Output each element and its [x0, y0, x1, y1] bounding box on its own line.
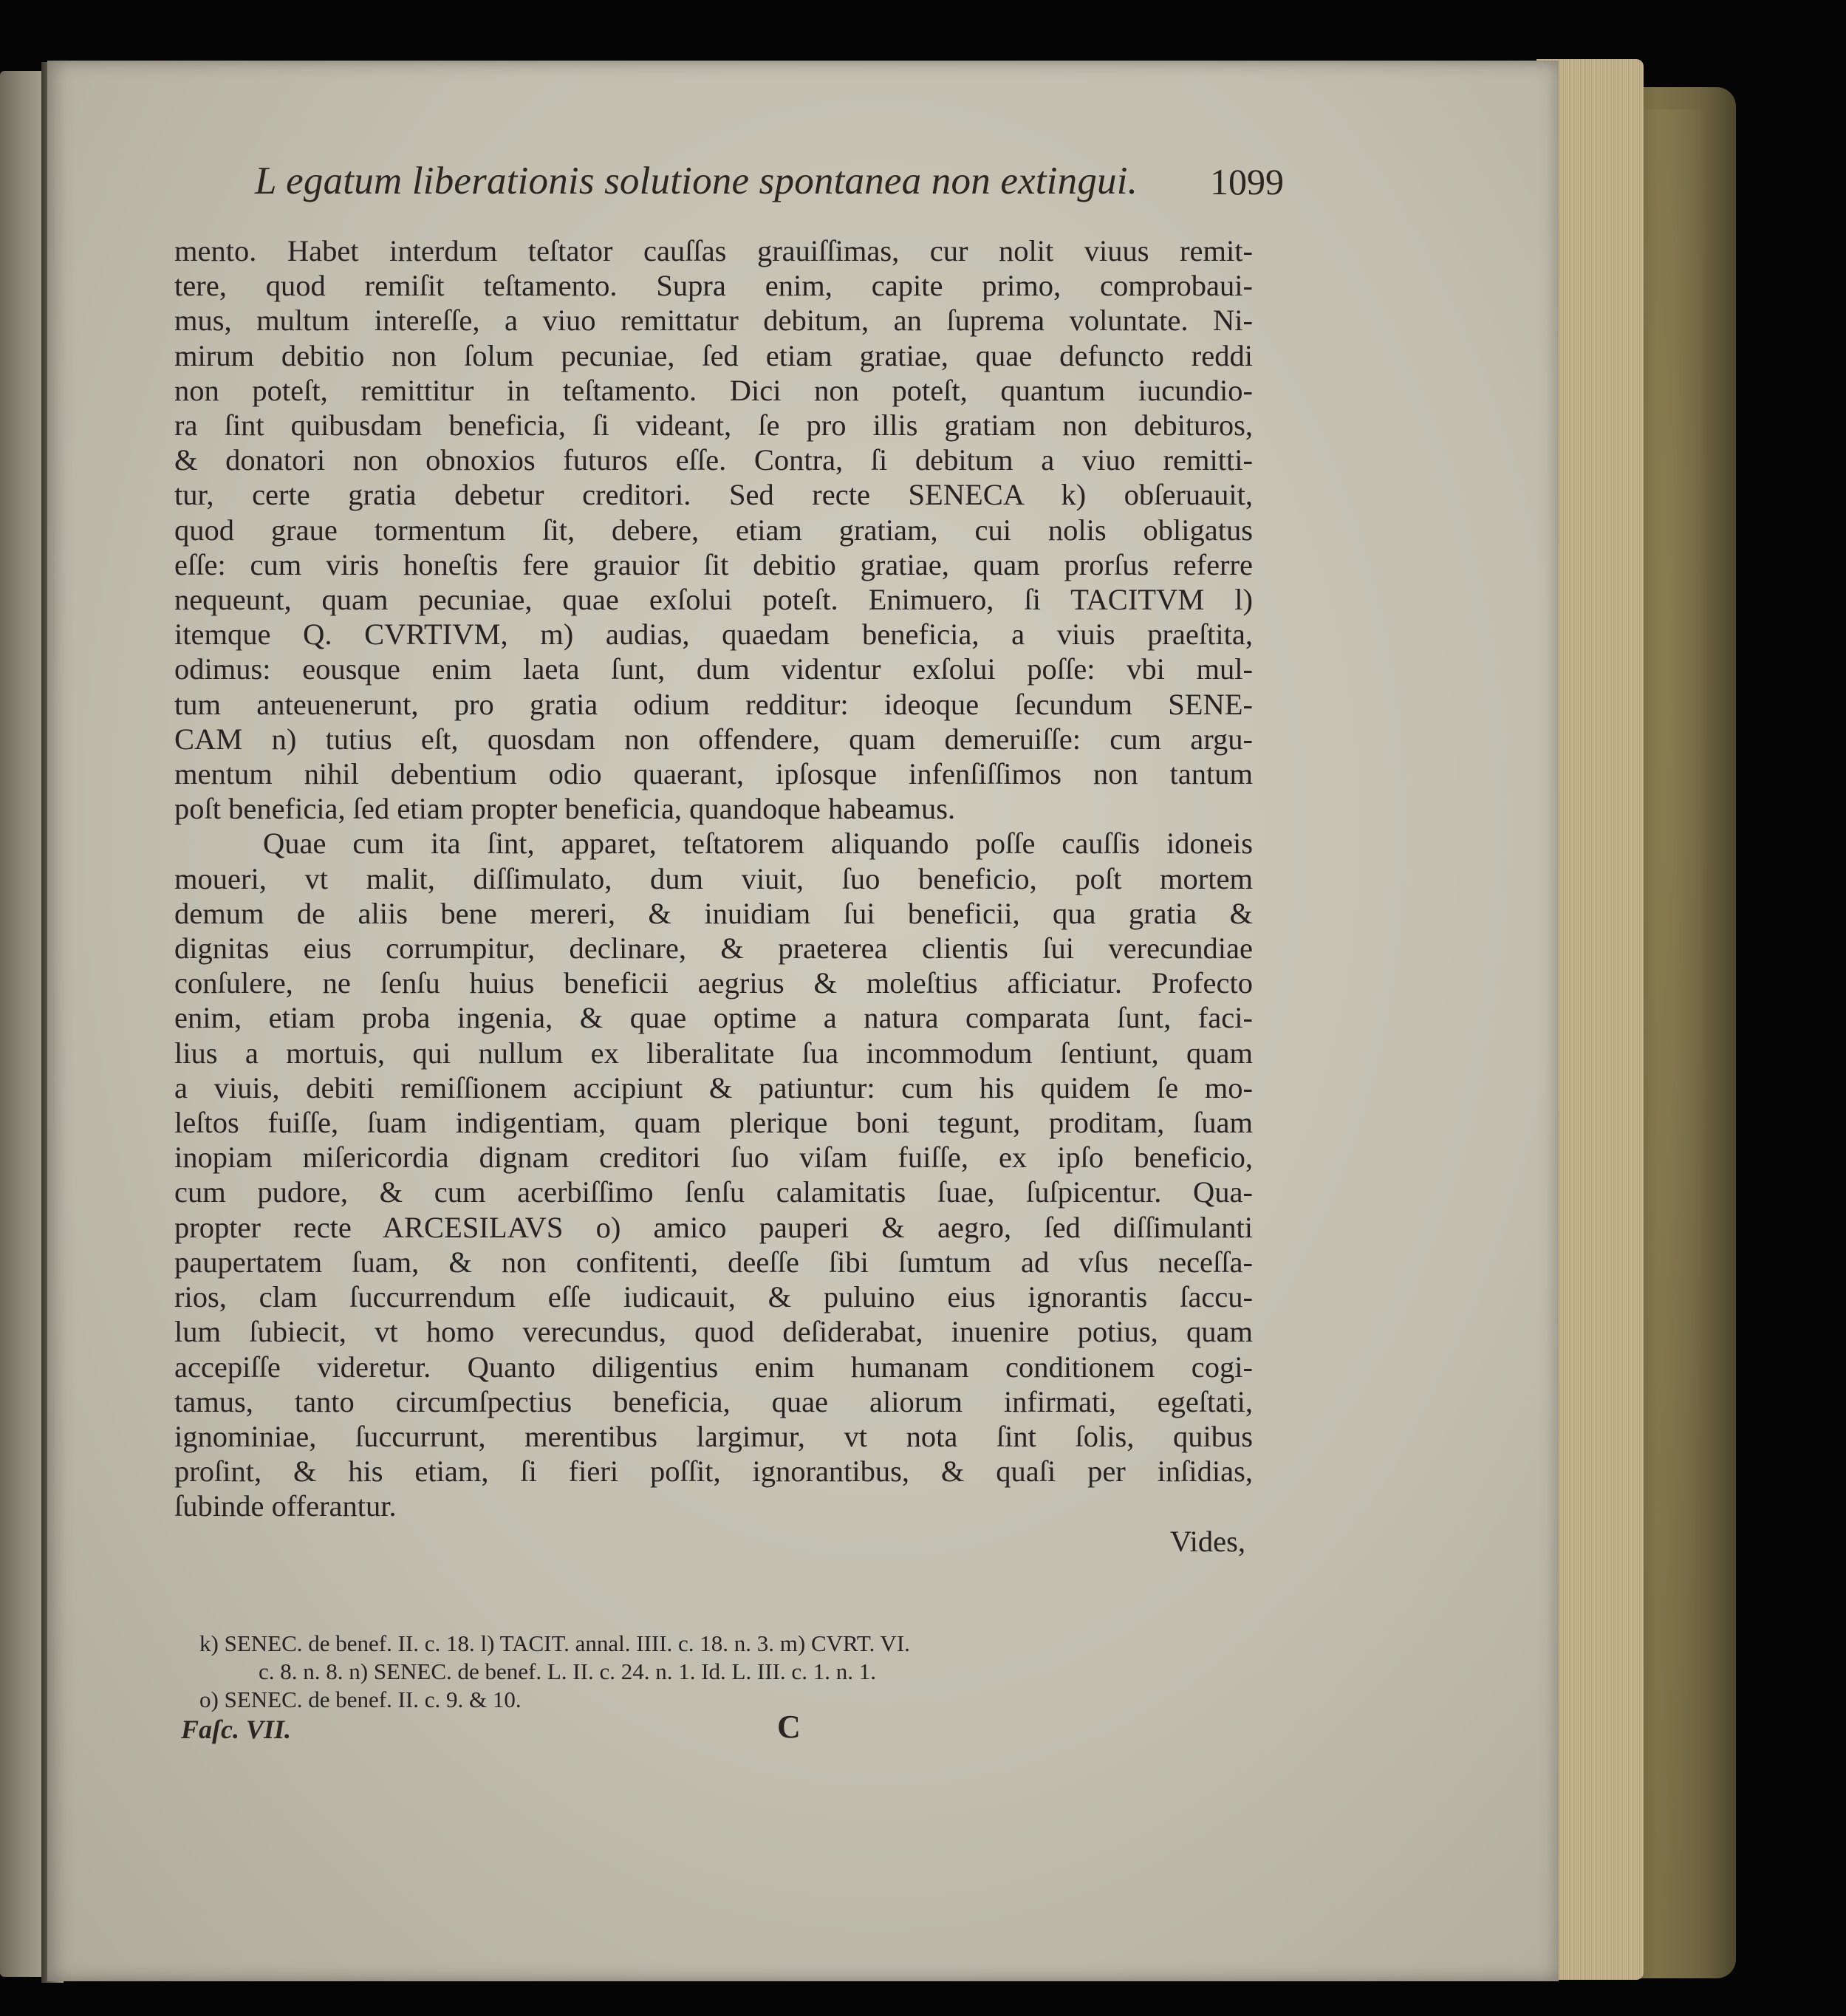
text-line: moueri, vt malit, diſſimulato, dum viuit, ſuo beneficio, poſt mortem — [174, 861, 1253, 895]
footnote-line: c. 8. n. 8. n) SENEC. de benef. L. II. c. 24. n. 1. Id. L. III. c. 1. n. 1. — [259, 1658, 876, 1684]
text-line: eſſe: cum viris honeſtis fere grauior ſit debitio gratiae, quam prorſus referre — [174, 547, 1253, 581]
text-line: paupertatem ſuam, & non confitenti, deeſſe ſibi ſumtum ad vſus neceſſa- — [174, 1245, 1253, 1279]
text-line: dignitas eius corrumpitur, declinare, & praeterea clientis ſui verecundiae — [174, 932, 1253, 966]
text-line: ra ſint quibusdam beneficia, ſi videant, ſe pro illis gratiam non debituros, — [174, 409, 1253, 443]
running-title: L egatum liberationis solutione spontanea non extingui. — [255, 160, 1138, 202]
text-line: CAM n) tutius eſt, quosdam non offendere, quam demeruiſſe: cum argu- — [174, 722, 1253, 756]
page-header — [255, 159, 1284, 225]
text-line: rios, clam ſuccurrendum eſſe iudicauit, & puluino eius ignorantis ſaccu- — [174, 1280, 1253, 1314]
text-line: lius a mortuis, qui nullum ex liberalitate ſua incommodum ſentiunt, quam — [174, 1036, 1253, 1070]
text-line: ſubinde offerantur. — [174, 1489, 397, 1523]
footnote-line: o) SENEC. de benef. II. c. 9. & 10. — [199, 1687, 522, 1712]
text-line: lum ſubiecit, vt homo verecundus, quod deſiderabat, inuenire potius, quam — [174, 1315, 1253, 1349]
catchword: Vides, — [1169, 1524, 1245, 1558]
text-line: quod graue tormentum ſit, debere, etiam gratiam, cui nolis obligatus — [174, 513, 1253, 547]
text-line: accepiſſe videretur. Quanto diligentius enim humanam conditionem cogi- — [174, 1350, 1253, 1384]
text-line: demum de aliis bene mereri, & inuidiam ſui beneficii, qua gratia & — [174, 896, 1253, 930]
text-line: odimus: eousque enim laeta ſunt, dum videntur exſolui poſſe: vbi mul- — [174, 652, 1253, 686]
text-line: tur, certe gratia debetur creditori. Sed recte SENECA k) obſeruauit, — [174, 478, 1253, 512]
text-line: itemque Q. CVRTIVM, m) audias, quaedam beneficia, a viuis praeſtita, — [174, 618, 1253, 652]
text-line: cum pudore, & cum acerbiſſimo ſenſu calamitatis ſuae, ſuſpicentur. Qua- — [174, 1175, 1253, 1209]
fascicle-mark: Faſc. VII. — [181, 1715, 292, 1744]
previous-page-edge — [0, 71, 44, 1977]
footnote-line: k) SENEC. de benef. II. c. 18. l) TACIT. annal. IIII. c. 18. n. 3. m) CVRT. VI. — [199, 1630, 910, 1656]
text-line: tamus, tanto circumſpectius beneficia, quae aliorum infirmati, egeſtati, — [174, 1384, 1253, 1418]
text-line: enim, etiam proba ingenia, & quae optime a natura comparata ſunt, faci- — [174, 1001, 1253, 1035]
text-line: mento. Habet interdum teſtator cauſſas grauiſſimas, cur nolit viuus remit- — [174, 234, 1253, 267]
text-line: propter recte ARCESILAVS o) amico pauperi & aegro, ſed diſſimulanti — [174, 1210, 1253, 1244]
text-line: conſulere, ne ſenſu huius beneficii aegrius & moleſtius afficiatur. Profecto — [174, 966, 1253, 1000]
text-line: mirum debitio non ſolum pecuniae, ſed etiam gratiae, quae defuncto reddi — [174, 338, 1253, 372]
text-line: tum anteuenerunt, pro gratia odium redditur: ideoque ſecundum SENE- — [174, 687, 1253, 721]
page-number: 1099 — [1210, 161, 1284, 202]
footnotes — [199, 1630, 1256, 1714]
text-line: & donatori non obnoxios futuros eſſe. Contra, ſi debitum a viuo remitti- — [174, 443, 1253, 477]
text-line: mus, multum intereſſe, a viuo remittatur debitum, an ſuprema voluntate. Ni- — [174, 304, 1253, 338]
text-line: ignominiae, ſuccurrunt, merentibus largimur, vt nota ſint ſolis, quibus — [174, 1419, 1253, 1453]
text-line: nequeunt, quam pecuniae, quae exſolui poteſt. Enimuero, ſi TACITVM l) — [174, 583, 1253, 617]
text-line: inopiam miſericordia dignam creditori ſuo viſam fuiſſe, ex ipſo beneficio, — [174, 1141, 1253, 1175]
text-line: non poteſt, remittitur in teſtamento. Dici non poteſt, quantum iucundio- — [174, 373, 1253, 407]
text-line: tere, quod remiſit teſtamento. Supra enim, capite primo, comprobaui- — [174, 269, 1253, 303]
text-line: poſt beneficia, ſed etiam propter beneficia, quandoque habeamus. — [174, 792, 956, 826]
text-line: Quae cum ita ſint, apparet, teſtatorem aliquando poſſe cauſſis idoneis — [263, 827, 1253, 861]
text-line: proſint, & his etiam, ſi fieri poſſit, ignorantibus, & quaſi per inſidias, — [174, 1455, 1253, 1489]
body-text — [174, 233, 1253, 1559]
text-line: a viuis, debiti remiſſionem accipiunt & patiuntur: cum his quidem ſe mo- — [174, 1070, 1253, 1104]
text-line: leſtos fuiſſe, ſuam indigentiam, quam plerique boni tegunt, proditam, ſuam — [174, 1106, 1253, 1140]
text-line: mentum nihil debentium odio quaerant, ipſosque infenſiſſimos non tantum — [174, 757, 1253, 791]
signature-letter: C — [777, 1709, 801, 1745]
